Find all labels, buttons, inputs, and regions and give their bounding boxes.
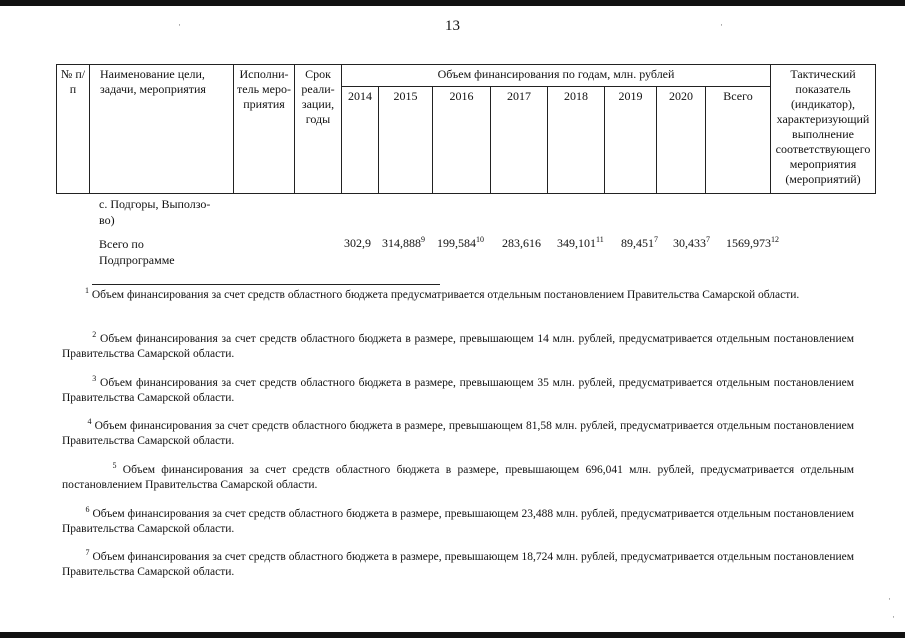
- total-value-2014: 302,9: [344, 236, 371, 250]
- header-col-term: Срок реали-зации, годы: [295, 65, 342, 194]
- header-year: 2020: [657, 87, 706, 194]
- page-number: 13: [445, 18, 460, 34]
- header-year-total: Всего: [706, 87, 771, 194]
- continuation-text: с. Подгоры, Выползо-во): [99, 197, 211, 227]
- footnote: $^7$ Объем финансирования за счет средств областного бюджета в размере, превышающем 18,724 млн. рублей, предусматривается отдельным постановлением Правительства Самарской области.: [62, 548, 855, 578]
- header-col-name: Наименование цели, задачи, мероприятия: [90, 65, 234, 194]
- scan-speck: ·: [720, 20, 723, 30]
- header-col-executor: Исполни-тель меро-приятия: [234, 65, 295, 194]
- header-year: 2016: [433, 87, 491, 194]
- footnote: $^2$ Объем финансирования за счет средств областного бюджета в размере, превышающем 14 млн. рублей, предусматривается отдельным постановлением Правительства Самарской области.: [62, 330, 854, 360]
- header-year: 2015: [379, 87, 433, 194]
- total-value-2019: 89,451$^7$: [621, 235, 658, 250]
- scan-top-border: [0, 0, 905, 6]
- scan-speck: ·: [888, 594, 891, 604]
- footnote-separator: [92, 284, 440, 285]
- header-year: 2019: [605, 87, 657, 194]
- funding-table-header: [56, 64, 876, 194]
- total-label: Всего по Подпрограмме: [99, 237, 175, 267]
- header-year: 2014: [342, 87, 379, 194]
- scan-speck: ·: [892, 612, 895, 622]
- header-col-funding: Объем финансирования по годам, млн. рублей: [342, 65, 771, 87]
- footnote: $^4$ Объем финансирования за счет средств областного бюджета в размере, превышающем 81,58 млн. рублей, предусматривается отдельным постановлением Правительства Самарской области.: [62, 417, 854, 447]
- total-value-2017: 283,616: [502, 236, 541, 250]
- total-value-all: 1569,973$^{12}$: [726, 235, 779, 250]
- scan-speck: ·: [178, 20, 181, 30]
- total-value-2015: 314,888$^9$: [382, 235, 425, 250]
- footnote: $^1$ Объем финансирования за счет средств областного бюджета предусматривается отдельным постановлением Правительства Самарской области.: [85, 286, 800, 301]
- header-col-num: № п/п: [57, 65, 90, 194]
- header-year: 2017: [491, 87, 548, 194]
- header-col-indicator: Тактический показатель (индикатор), характеризующий выполнение соответствующего мероприятия (мероприятий): [771, 65, 876, 194]
- total-value-2018: 349,101$^{11}$: [557, 235, 604, 250]
- total-value-2020: 30,433$^7$: [673, 235, 710, 250]
- scan-bottom-border: [0, 632, 905, 638]
- footnote: $^6$ Объем финансирования за счет средств областного бюджета в размере, превышающем 23,488 млн. рублей, предусматривается отдельным постановлением Правительства Самарской области.: [62, 505, 855, 535]
- total-values-row: [344, 236, 779, 251]
- total-value-2016: 199,584$^{10}$: [437, 235, 484, 250]
- footnote: $^3$ Объем финансирования за счет средств областного бюджета в размере, превышающем 35 млн. рублей, предусматривается отдельным постановлением Правительства Самарской области.: [62, 374, 854, 404]
- header-year: 2018: [548, 87, 605, 194]
- footnote: $^5$ Объем финансирования за счет средств областного бюджета в размере, превышающем 696,041 млн. рублей, предусматривается отдельным постановлением Правительства Самарской области.: [62, 461, 854, 491]
